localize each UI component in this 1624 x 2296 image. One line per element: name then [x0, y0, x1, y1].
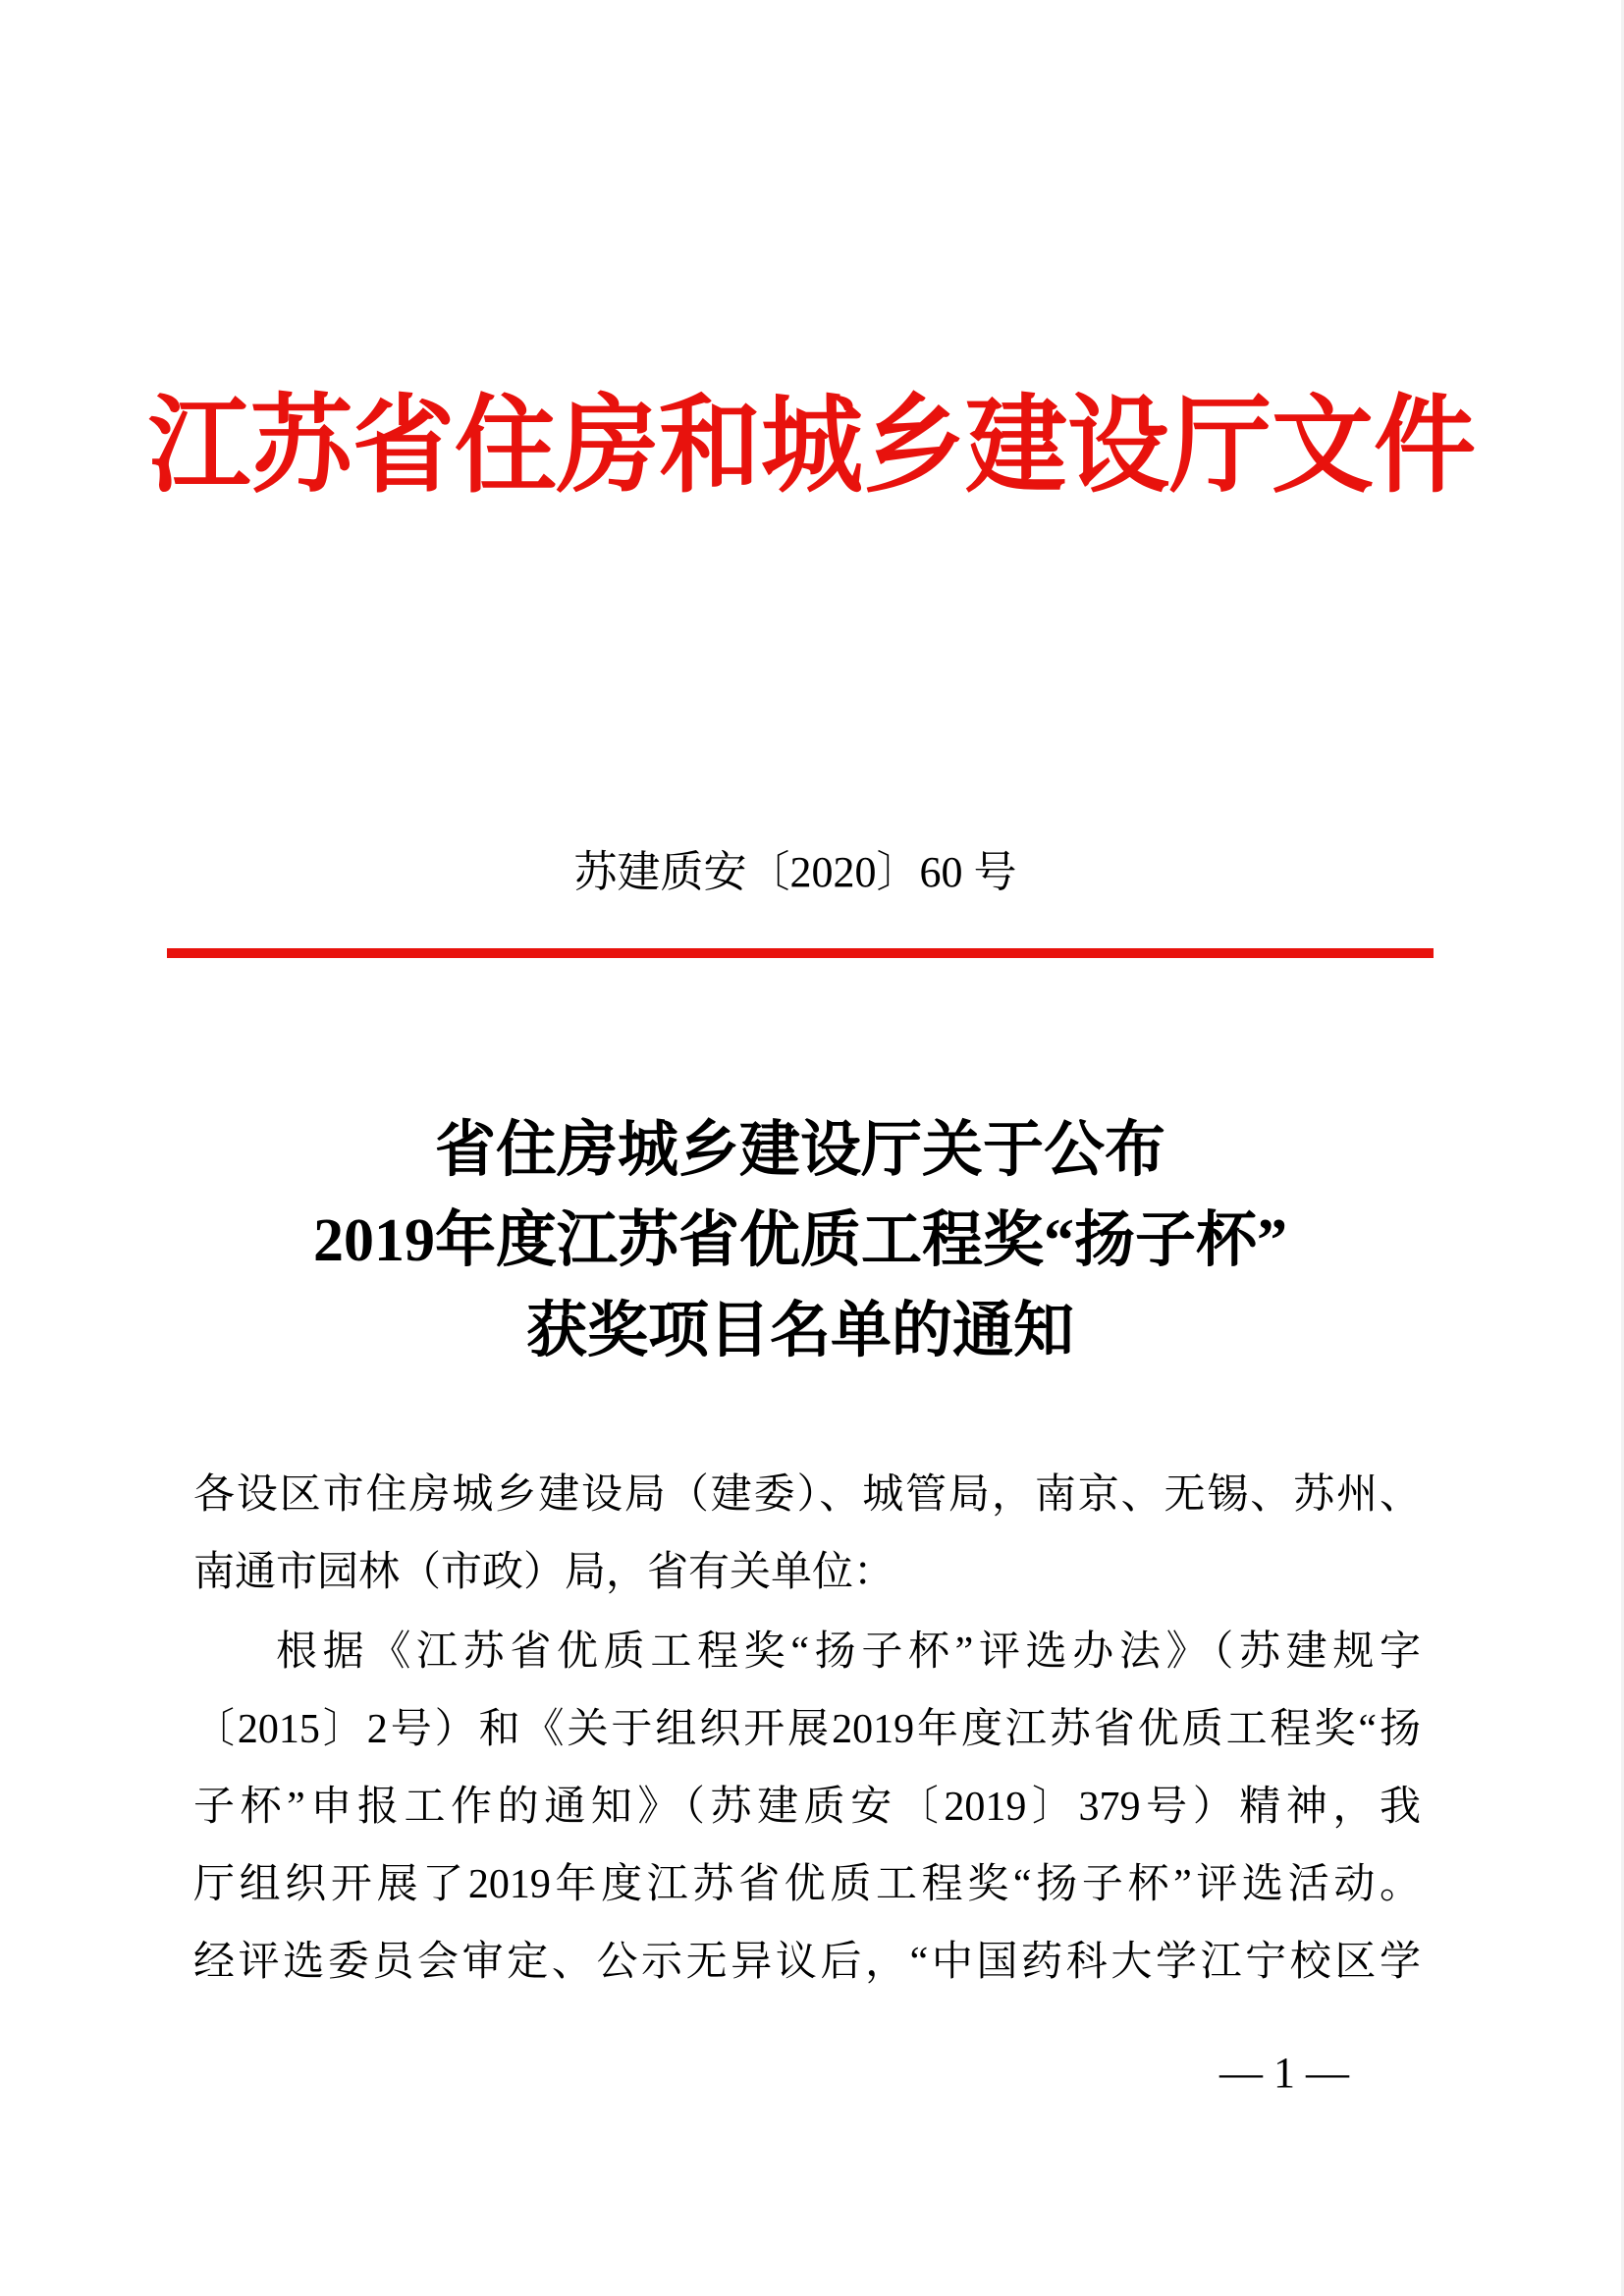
body-paragraph-line-1: 根据《江苏省优质工程奖“扬子杯”评选办法》（苏建规字: [276, 1629, 1421, 1675]
red-divider-line: [167, 948, 1434, 958]
body-paragraph-line-2: 〔2015〕2号）和《关于组织开展2019年度江苏省优质工程奖“扬: [193, 1707, 1421, 1752]
agency-banner-title: 江苏省住房和城乡建设厅文件: [147, 388, 1476, 506]
document-number: 苏建质安〔2020〕60 号: [573, 848, 1017, 896]
body-paragraph-line-4: 厅组织开展了2019年度江苏省优质工程奖“扬子杯”评选活动。: [193, 1862, 1421, 1907]
notice-title-line-3: 获奖项目名单的通知: [525, 1298, 1074, 1364]
addressee-line-1: 各设区市住房城乡建设局（建委）、城管局，南京、无锡、苏州、: [193, 1472, 1421, 1518]
body-paragraph-line-3: 子杯”申报工作的通知》（苏建质安〔2019〕379号）精神，我: [193, 1785, 1421, 1830]
page-number: — 1 —: [1219, 2049, 1349, 2097]
notice-title: [167, 1105, 1434, 1376]
notice-title-line-2: 2019年度江苏省优质工程奖“扬子杯”: [312, 1207, 1287, 1274]
body-paragraph-line-5: 经评选委员会审定、公示无异议后，“中国药科大学江宁校区学: [193, 1940, 1421, 1985]
notice-title-line-1: 省住房城乡建设厅关于公布: [434, 1117, 1165, 1184]
addressee-line-2: 南通市园林（市政）局，省有关单位：: [193, 1550, 895, 1595]
